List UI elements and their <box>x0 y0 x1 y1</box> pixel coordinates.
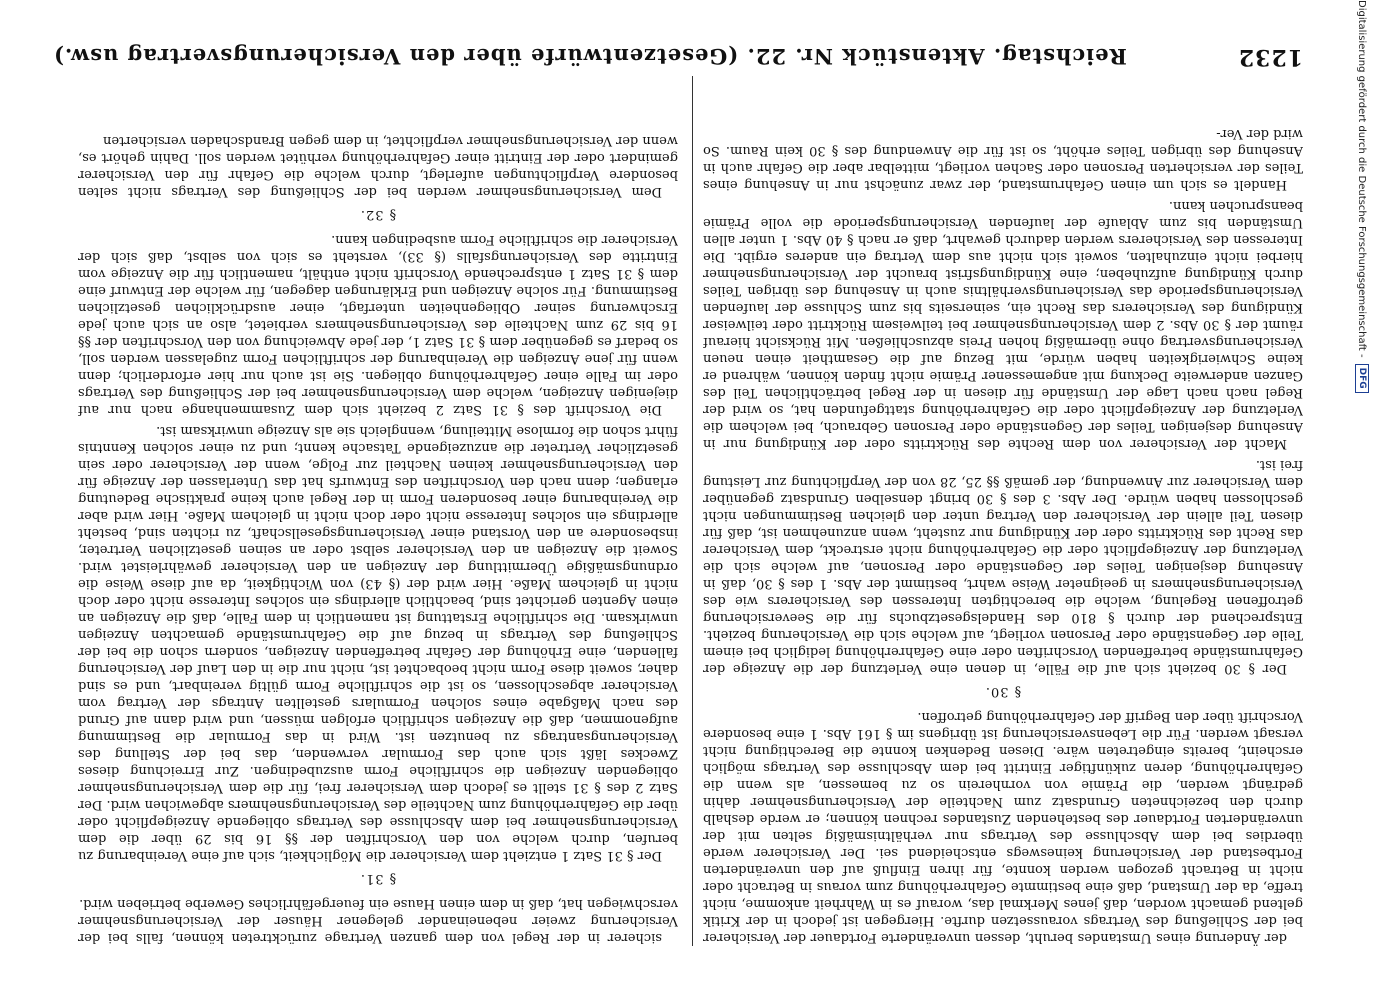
page-title: Reichstag. Aktenstück Nr. 22. (Gesetzentwürfe über den Versicherungsvertrag usw.) <box>53 44 1127 70</box>
dfg-logo: DFG <box>1355 364 1369 393</box>
paragraph: der Änderung eines Umstandes beruht, dessen unveränderte Fortdauer der Versicherer bei der Schließung des Vertrags voraussetzen durfte. Hiergegen ist jedoch in der Kritik geltend gemacht worden, daß jenes Merkmal das, worauf es in Wahrheit ankomme, nicht treffe, da der Umstand, daß eine bestimmte Gefahrerhöhung zum voraus in Betracht oder nicht in Betracht gezogen werden konnte, für ihren Einfluß auf den unveränderten Fortbestand der Versicherung keineswegs entscheidend sei. Der Versicherer werde überdies bei dem Abschlusse des Vertrags nur verhältnismäßig selten mit der unveränderten Fortdauer des bestehenden Zustandes rechnen können; er werde deshalb durch den bezeichneten Grundsatz zum Nachteile der Versicherungsnehmer dahin gedrängt werden, die Prämie von vornherein so zu bemessen, als wenn die Gefahrerhöhung, deren zukünftiger Eintritt bei dem Abschlusse des Vertrags möglich erscheint, bereits eingetreten wäre. Diesen Bedenken konnte die Berechtigung nicht versagt werden. Für die Lebensversicherung ist übrigens im § 161 Abs. 1 eine besondere Vorschrift über den Begriff der Gefahrerhöhung getroffen. <box>703 709 1303 945</box>
paragraph: Der § 30 bezieht sich auf die Fälle, in denen eine Verletzung der die Anzeige der Gefahrumstände betreffenden Vorschriften oder eine Gefahrerhöhung lediglich bei einem Teile der Gegenstände oder Personen vorliegt, auf welche sich die Versicherung bezieht. Entsprechend der durch § 810 des Handelsgesetzbuchs für die Seeversicherung getroffenen Regelung, welche die berechtigten Interessen des Versicherers wie des Versicherungsnehmers in geeigneter Weise wahrt, bestimmt der Abs. 1 des § 30, daß in Ansehung desjenigen Teiles der Gegenstände oder Personen, auf welche sich die Verletzung der Anzeigepflicht oder die Gefahrerhöhung nicht erstreckt, dem Versicherer das Recht des Rücktritts oder der Kündigung nur zusteht, wenn anzunehmen ist, daß für diesen Teil allein der Versicherer den Vertrag unter den gleichen Bestimmungen nicht geschlossen haben würde. Der Abs. 3 des § 30 bringt denselben Grundsatz gegenüber dem Versicherer zur Anwendung, der gemäß §§ 25, 28 von der Verpflichtung zur Leistung frei ist. <box>703 457 1303 676</box>
paragraph: Dem Versicherungsnehmer werden bei der Schließung des Vertrags nicht selten besondere Verpflichtungen auferlegt, durch welche die Gefahr für den Versicherer gemindert oder der Eintritt einer Gefahrerhöhung verhütet werden soll. Dahin gehört es, wenn der Versicherungsnehmer verpflichtet, in dem gegen Brandschaden versicherten <box>78 133 678 199</box>
section-heading-30: § 30. <box>984 684 1022 699</box>
paragraph: Der § 31 Satz 1 entzieht dem Versicherer die Möglichkeit, sich auf eine Vereinbarung zu berufen, durch welche von den Vorschriften der §§ 16 bis 29 über die dem Versicherungsnehmer bei dem Abschlusse des Vertrags obliegende Anzeigepflicht oder über die Gefahrerhöhung zum Nachteile des Versicherungsnehmers abgewichen wird. Der Satz 2 des § 31 stellt es jedoch dem Versicherer frei, für die dem Versicherungsnehmer obliegenden Anzeigen die schriftliche Form auszubedingen. Zur Erreichung dieses Zweckes läßt sich auch das Formular verwenden, das bei der Stellung des Versicherungsantrags zu benutzen ist. Wird in das Formular die Bestimmung aufgenommen, daß die Anzeigen schriftlich erfolgen müssen, und wird dann auf Grund des nach Maßgabe eines solchen Formulars gestellten Antrags der Vertrag vom Versicherer abgeschlossen, so ist die schriftliche Form gültig vereinbart, und es sind daher, soweit diese Form nicht beobachtet ist, nicht nur die in den Lauf der Versicherung fallenden, eine Erhöhung der Gefahr betreffenden Anzeigen, sondern schon die bei der Schließung des Vertrags in bezug auf die Gefahrumstände gemachten Anzeigen unwirksam. Die schriftliche Erstattung ist namentlich in dem Falle, daß die Anzeigen an einen Agenten gerichtet sind, beachtlich allerdings ein solches Interesse nicht oder doch nicht in gleichem Maße. Hier wird der (§ 43) von Wichtigkeit, da auf diese Weise die ordnungsmäßige Übermittlung der Anzeigen an den Versicherer gewährleistet wird. Soweit die Anzeigen an den Versicherer selbst oder an seinen gesetzlichen Vertreter, insbesondere an den Vorstand einer Versicherungsgesellschaft, zu richten sind, besteht allerdings ein solches Interesse nicht oder doch nicht in gleichem Maße. Hier wird aber die Vereinbarung einer besonderen Form in der Regel auch keine praktische Bedeutung erlangen; denn nach den Vorschriften des Entwurfs hat das Unterlassen der Anzeige für den Versicherungsnehmer keinen Nachteil zur Folge, wenn der Versicherer oder sein gesetzlicher Vertreter die anzuzeigende Tatsache kennt; und zu einer solchen Kenntnis führt schon die formlose Mitteilung, wenngleich sie als Anzeige unwirksam ist. <box>78 423 678 863</box>
paragraph: Handelt es sich um einen Gefahrumstand, der zwar zunächst nur in Ansehung eines Teiles der versicherten Personen oder Sachen vorliegt, mittelbar aber die Gefahr auch in Ansehung des übrigen Teiles erhöht, so ist für die Anwendung des § 30 kein Raum. So wird der Ver- <box>703 126 1303 192</box>
paragraph: Die Vorschrift des § 31 Satz 2 bezieht sich dem Zusammenhange nach nur auf diejenigen Anzeigen, welche dem Versicherungsnehmer bei der Schließung des Vertrags oder im Falle einer Gefahrerhöhung obliegen. Sie ist auch nur hier erforderlich; denn wenn für jene Anzeigen die Vereinbarung der schriftlichen Form zugelassen werden soll, so bedarf es gegenüber dem § 31 Satz 1, der jede Abweichung von den Vorschriften der §§ 16 bis 29 zum Nachteile des Versicherungsnehmers verbietet, also an sich auch jede Erschwerung seiner Obliegenheiten unterfagt, einer ausdrücklichen gesetzlichen Bestimmung. Für solche Anzeigen und Erklärungen dagegen, für welche der Entwurf eine dem § 31 Satz 1 entsprechende Vorschrift nicht enthält, namentlich für die Anzeige vom Eintritte des Versicherungsfalls (§ 33), versteht es sich von selbst, daß sich der Versicherer die schriftliche Form ausbedingen kann. <box>78 232 678 417</box>
digitization-note <box>1354 0 1370 1000</box>
paragraph: sicherer in der Regel von dem ganzen Vertrage zurücktreten können, falls bei der Versicherung zweier nebeneinander gelegener Häuser der Versicherungsnehmer verschwiegen hat, daß in dem einen Hause ein feuergefährliches Gewerbe betrieben wird. <box>78 896 678 945</box>
paragraph: Macht der Versicherer von dem Rechte des Rücktritts oder der Kündigung nur in Ansehung desjenigen Teiles der Gegenstände oder Personen Gebrauch, bei welchem die Verletzung der Anzeigepflicht oder die Gefahrerhöhung stattgefunden hat, so wird der Regel nach nach Lage der Umstände für diesen in der Regel beträchtlichen Teil des Ganzen anderweite Deckung mit angemessener Prämie nicht finden können, während er keine Schwierigkeiten haben würde, mit Bezug auf die Gesamtheit einen neuen Versicherungsvertrag ohne übermäßig hohen Preis abzuschließen. Mit Rücksicht hierauf räumt der § 30 Abs. 2 dem Versicherungsnehmer bei teilweisem Rücktritt oder teilweiser Kündigung des Versicherers das Recht ein, seinerseits bis zum Schlusse der laufenden Versicherungsperiode das Versicherungsverhältnis auch in Ansehung des übrigen Teiles durch Kündigung aufzuheben; eine Kündigungsfrist braucht der Versicherungsnehmer hierbei nicht einzuhalten, soweit sich nicht aus dem Vertrag ein anderes ergibt. Die Interessen des Versicherers werden dadurch gewahrt, daß er nach § 40 Abs. 1 unter allen Umständen bis zum Ablaufe der laufenden Versicherungsperiode die volle Prämie beanspruchen kann. <box>703 198 1303 451</box>
column-divider <box>692 76 693 946</box>
section-heading-31: § 31. <box>359 871 397 886</box>
page-number: 1232 <box>1237 44 1303 70</box>
digitization-text: Digitalisierung gefördert durch die Deutsche Forschungsgemeinschaft - <box>1356 0 1368 358</box>
right-column <box>78 76 678 946</box>
page-header <box>53 42 1303 72</box>
section-heading-32: § 32. <box>359 207 397 222</box>
left-column <box>703 76 1303 946</box>
